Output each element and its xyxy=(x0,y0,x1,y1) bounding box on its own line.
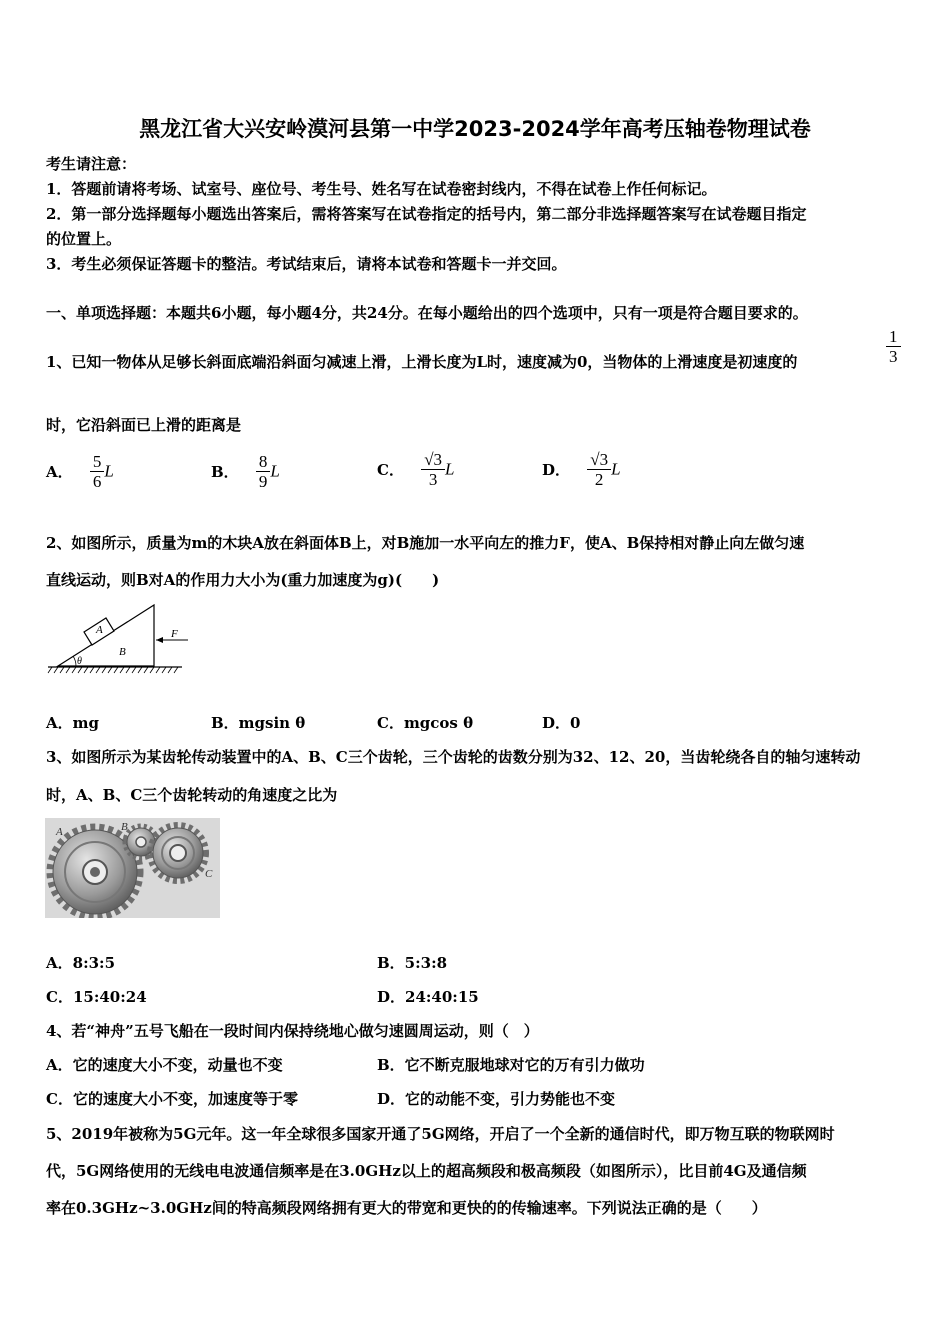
label-theta: θ xyxy=(77,656,82,667)
notice-item: 1．答题前请将考场、试室号、座位号、考生号、姓名写在试卷密封线内，不得在试卷上作任何标记。 xyxy=(46,180,717,198)
q4-option-c[interactable]: C．它的速度大小不变，加速度等于零 xyxy=(46,1090,298,1108)
option-unit: L xyxy=(445,459,455,479)
q4-stem: 4、若“神舟”五号飞船在一段时间内保持绕地心做匀速圆周运动，则（ ） xyxy=(46,1022,539,1040)
notice-item: 2．第一部分选择题每小题选出答案后，需将答案写在试卷指定的括号内，第二部分非选择题答案写在试卷题目指定 xyxy=(46,205,807,223)
gears-figure xyxy=(45,818,220,918)
option-label: B． xyxy=(211,463,239,481)
q5-stem-line3: 率在0.3GHz~3.0GHz间的特高频段网络拥有更大的带宽和更快的的传输速率。下列说法正确的是（ ） xyxy=(46,1199,767,1217)
notice-heading: 考生请注意： xyxy=(46,155,137,173)
q2-option-d[interactable]: D．0 xyxy=(542,714,581,732)
frac-num: 1 xyxy=(886,327,901,347)
q3-stem-line1: 3、如图所示为某齿轮传动装置中的A、B、C三个齿轮，三个齿轮的齿数分别为32、12、20，当齿轮绕各自的轴匀速转动 xyxy=(46,748,861,766)
q2-option-c[interactable]: C．mgcos θ xyxy=(377,714,474,732)
q2-option-a[interactable]: A．mg xyxy=(46,714,99,732)
q3-option-a[interactable]: A．8:3:5 xyxy=(46,954,116,972)
label-a: A xyxy=(96,624,103,636)
q5-stem-line1: 5、2019年被称为5G元年。这一年全球很多国家开通了5G网络，开启了一个全新的通信时代，即万物互联的物联网时 xyxy=(46,1125,835,1143)
page-title: 黑龙江省大兴安岭漠河县第一中学2023-2024学年高考压轴卷物理试卷 xyxy=(139,117,811,141)
label-b: B xyxy=(121,821,128,833)
q3-option-d[interactable]: D．24:40:15 xyxy=(377,988,479,1006)
frac-den: 3 xyxy=(428,470,438,489)
notice-item: 3．考生必须保证答题卡的整洁。考试结束后，请将本试卷和答题卡一并交回。 xyxy=(46,255,567,273)
label-c: C xyxy=(205,868,213,880)
frac-num: 8 xyxy=(256,452,271,472)
label-f: F xyxy=(171,628,178,640)
q1-stem-line1: 1、已知一物体从足够长斜面底端沿斜面匀减速上滑，上滑长度为L时，速度减为0，当物体的上滑速度是初速度的 xyxy=(46,353,798,371)
q3-option-c[interactable]: C．15:40:24 xyxy=(46,988,147,1006)
q2-option-b[interactable]: B．mgsin θ xyxy=(211,714,306,732)
frac-num: √3 xyxy=(421,450,445,470)
q1-option-b[interactable] xyxy=(211,452,280,491)
option-unit: L xyxy=(104,461,114,481)
option-unit: L xyxy=(270,461,280,481)
q4-option-d[interactable]: D．它的动能不变，引力势能也不变 xyxy=(377,1090,616,1108)
option-label: C． xyxy=(377,461,404,479)
option-unit: L xyxy=(611,459,621,479)
q3-option-b[interactable]: B．5:3:8 xyxy=(377,954,448,972)
option-label: A． xyxy=(46,463,73,481)
q1-option-d[interactable] xyxy=(542,450,621,489)
frac-num: 5 xyxy=(90,452,105,472)
q2-stem-line2: 直线运动，则B对A的作用力大小为(重力加速度为g)( ) xyxy=(46,571,440,589)
q4-option-a[interactable]: A．它的速度大小不变，动量也不变 xyxy=(46,1056,283,1074)
q4-option-b[interactable]: B．它不断克服地球对它的万有引力做功 xyxy=(377,1056,645,1074)
q1-option-a[interactable] xyxy=(46,452,114,491)
incline-diagram xyxy=(46,600,196,680)
q3-stem-line2: 时，A、B、C三个齿轮转动的角速度之比为 xyxy=(46,786,338,804)
frac-den: 6 xyxy=(92,472,102,491)
q5-stem-line2: 代，5G网络使用的无线电电波通信频率是在3.0GHz以上的超高频段和极高频段（如图所示），比目前4G及通信频 xyxy=(46,1162,807,1180)
q1-option-c[interactable] xyxy=(377,450,455,489)
q1-fraction xyxy=(886,327,901,366)
label-a: A xyxy=(56,826,63,838)
frac-num: √3 xyxy=(587,450,611,470)
section-heading: 一、单项选择题：本题共6小题，每小题4分，共24分。在每小题给出的四个选项中，只有一项是符合题目要求的。 xyxy=(46,304,808,322)
q2-stem-line1: 2、如图所示，质量为m的木块A放在斜面体B上，对B施加一水平向左的推力F，使A、B保持相对静止向左做匀速 xyxy=(46,534,805,552)
frac-den: 2 xyxy=(594,470,604,489)
q1-stem-line2: 时，它沿斜面已上滑的距离是 xyxy=(46,416,242,434)
option-label: D． xyxy=(542,461,571,479)
frac-den: 9 xyxy=(258,472,268,491)
frac-den: 3 xyxy=(889,347,898,366)
notice-item: 的位置上。 xyxy=(46,230,122,248)
label-b: B xyxy=(119,646,126,658)
